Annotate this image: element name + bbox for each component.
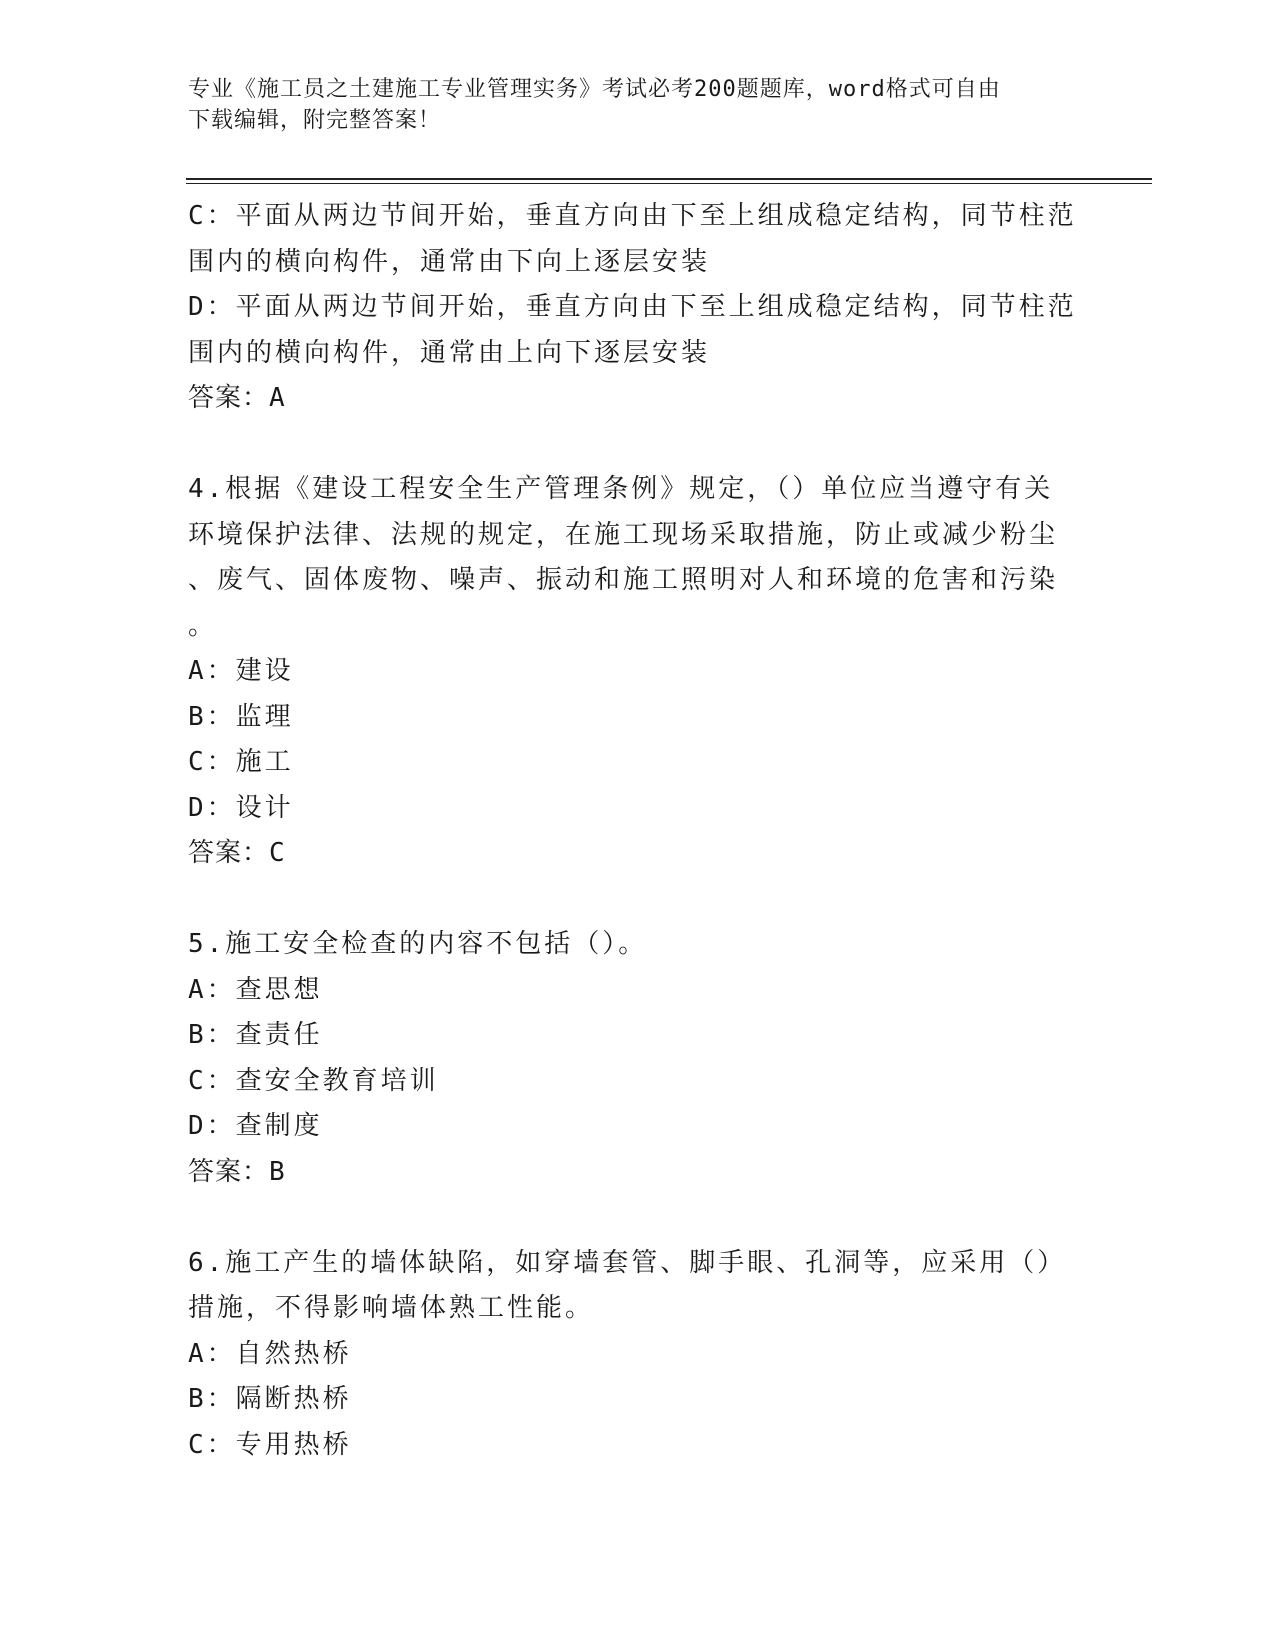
option-a: A：查思想: [188, 974, 323, 1005]
option-a: A：自然热桥: [188, 1338, 352, 1369]
document-header: [188, 74, 1088, 136]
question-stem-line: 。: [188, 610, 218, 641]
question-stem-line: 措施，不得影响墙体熟工性能。: [188, 1293, 595, 1323]
option-c: C：专用热桥: [188, 1429, 352, 1460]
option-d: D：设计: [188, 792, 294, 823]
question-6: [188, 1241, 1088, 1469]
option-b: B：查责任: [188, 1020, 323, 1050]
answer-label: 答案：A: [188, 383, 286, 413]
answer-label: 答案：B: [188, 1156, 286, 1187]
header-line: 专业《施工员之土建施工专业管理实务》考试必考200题题库，word格式可自由: [188, 77, 1001, 102]
spacer: [188, 1195, 1088, 1241]
spacer: [188, 877, 1088, 923]
spacer: [188, 422, 1088, 468]
option-d-line: 围内的横向构件，通常由上向下逐层安装: [188, 337, 711, 368]
option-d-line: D：平面从两边节间开始，垂直方向由下至上组成稳定结构，同节柱范: [188, 292, 1077, 322]
header-divider-thick: [186, 178, 1152, 180]
option-c: C：查安全教育培训: [188, 1065, 439, 1096]
option-b: B：隔断热桥: [188, 1384, 352, 1414]
header-line: 下载编辑，附完整答案！: [188, 108, 442, 133]
question-5: [188, 922, 1088, 1195]
question-stem-line: 、废气、固体废物、噪声、振动和施工照明对人和环境的危害和污染: [188, 565, 1059, 595]
question-stem-line: 6.施工产生的墙体缺陷，如穿墙套管、脚手眼、孔洞等，应采用（）: [188, 1247, 1067, 1278]
option-c: C：施工: [188, 747, 294, 777]
question-stem-line: 5.施工安全检查的内容不包括（）。: [188, 929, 648, 959]
option-a: A：建设: [188, 656, 294, 686]
option-b: B：监理: [188, 701, 294, 732]
question-3-tail: [188, 194, 1088, 422]
question-4: [188, 467, 1088, 877]
question-content: [188, 194, 1088, 1468]
option-d: D：查制度: [188, 1111, 323, 1141]
question-stem-line: 4.根据《建设工程安全生产管理条例》规定，（）单位应当遵守有关: [188, 474, 1054, 504]
option-c-line: C：平面从两边节间开始，垂直方向由下至上组成稳定结构，同节柱范: [188, 201, 1077, 231]
question-stem-line: 环境保护法律、法规的规定，在施工现场采取措施，防止或减少粉尘: [188, 519, 1059, 550]
header-divider-thin: [186, 183, 1152, 184]
answer-label: 答案：C: [188, 838, 286, 868]
option-c-line: 围内的横向构件，通常由下向上逐层安装: [188, 246, 711, 277]
